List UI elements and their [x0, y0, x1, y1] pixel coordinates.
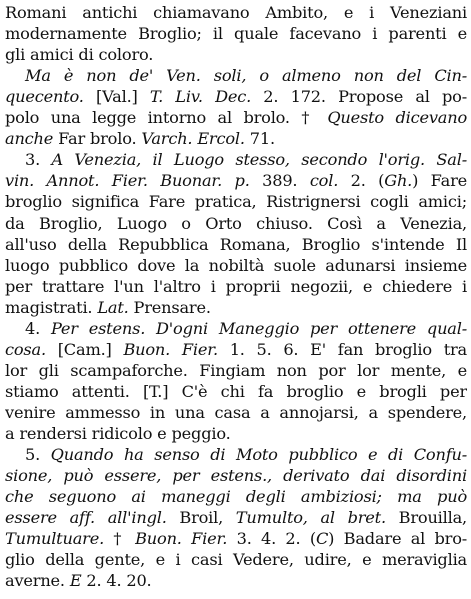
text-segment: 3.	[25, 150, 52, 169]
text-line	[5, 507, 467, 529]
text-segment: polo una legge intorno al brolo. †	[5, 108, 328, 127]
text-segment: modernamente Broglio; il quale facevano i parenti e	[5, 24, 467, 43]
text-line	[5, 86, 467, 108]
text-segment: gli amici di coloro.	[5, 45, 154, 64]
italic-segment: anche	[5, 129, 54, 148]
text-segment: magistrati.	[5, 298, 98, 317]
text-line	[5, 2, 467, 24]
text-segment: da Broglio, Luogo o Orto chiuso. Così a Venezia,	[5, 214, 467, 233]
italic-segment: Buon. Fier.	[135, 529, 228, 548]
italic-segment: cosa.	[5, 340, 46, 359]
text-segment: 71.	[244, 129, 275, 148]
italic-segment: T. Liv. Dec.	[149, 87, 252, 106]
text-segment: Prensare.	[128, 298, 211, 317]
italic-segment: sione, può essere, per estens., derivato dai disordini	[5, 466, 467, 485]
text-segment: Broil,	[166, 508, 236, 527]
text-line	[5, 128, 467, 150]
text-line	[5, 486, 467, 508]
text-segment: ) Badare al bro-	[328, 529, 467, 548]
text-segment: luogo pubblico dove la nobiltà suole adunarsi insieme	[5, 256, 467, 275]
text-line	[5, 549, 467, 571]
text-line	[5, 276, 467, 298]
dictionary-page-text	[5, 2, 467, 597]
text-line	[5, 149, 467, 171]
text-line	[5, 213, 467, 235]
italic-segment: Ma è non de' Ven. soli, o almeno non del Cin-	[25, 66, 467, 85]
italic-segment: Varch. Ercol.	[141, 129, 245, 148]
italic-segment: C	[315, 529, 329, 548]
text-segment: Far brolo.	[53, 129, 142, 148]
text-line	[5, 570, 467, 592]
text-line	[5, 423, 467, 445]
italic-segment: A Venezia, il Luogo stesso, secondo l'orig. Sal-	[51, 150, 467, 169]
italic-segment: col.	[309, 171, 339, 190]
text-line	[5, 170, 467, 192]
text-line	[5, 318, 467, 340]
text-segment: glio della gente, e i casi Vedere, udire, e meraviglia	[5, 550, 467, 569]
text-segment: broglio significa Fare pratica, Ristrignersi cogli amici;	[5, 192, 467, 211]
text-line	[5, 65, 467, 87]
text-segment: 3. 4. 2. (	[227, 529, 316, 548]
italic-segment: che seguono ai maneggi degli ambiziosi; ma può	[5, 487, 467, 506]
text-segment: ) Fare	[412, 171, 467, 190]
text-segment: venire ammesso in una casa a annojarsi, a spendere,	[5, 403, 467, 422]
text-segment: a rendersi ridicolo e peggio.	[5, 424, 231, 443]
text-segment: per trattare l'un l'altro i proprii negozii, e chiedere i	[5, 277, 467, 296]
text-segment: 5.	[25, 445, 51, 464]
text-segment: †	[104, 529, 136, 548]
text-line	[5, 255, 467, 277]
text-segment: Brouilla,	[385, 508, 467, 527]
text-line	[5, 402, 467, 424]
text-line	[5, 465, 467, 487]
text-line	[5, 297, 467, 319]
text-segment: 2. 4. 20.	[81, 571, 152, 590]
text-segment: 1. 5. 6. E' fan broglio tra	[217, 340, 467, 359]
text-segment: 2. (	[338, 171, 385, 190]
italic-segment: Gh.	[384, 171, 413, 190]
text-segment: Romani antichi chiamavano Ambito, e i Veneziani	[5, 3, 467, 22]
italic-segment: Questo dicevano	[327, 108, 467, 127]
text-segment: 4.	[25, 319, 51, 338]
text-line	[5, 528, 467, 550]
text-line	[5, 107, 467, 129]
text-line	[5, 44, 467, 66]
italic-segment: quecento.	[5, 87, 84, 106]
text-segment: [Val.]	[83, 87, 150, 106]
italic-segment: Tumulto, al bret.	[235, 508, 386, 527]
text-segment: averne.	[5, 571, 70, 590]
italic-segment: Buon. Fier.	[123, 340, 218, 359]
italic-segment: vin. Annot. Fier. Buonar. p.	[5, 171, 250, 190]
text-line	[5, 381, 467, 403]
italic-segment: Per estens. D'ogni Maneggio per ottenere qual-	[50, 319, 467, 338]
text-line	[5, 23, 467, 45]
text-segment: all'uso della Repubblica Romana, Broglio s'intende Il	[5, 235, 467, 254]
italic-segment: Tumultuare.	[5, 529, 105, 548]
italic-segment: Quando ha senso di Moto pubblico e di Confu-	[50, 445, 467, 464]
text-line	[5, 360, 467, 382]
text-segment: lor gli scampaforche. Fingiam non por lor mente, e	[5, 361, 467, 380]
italic-segment: Lat.	[97, 298, 129, 317]
text-segment: 389.	[249, 171, 310, 190]
text-line	[5, 234, 467, 256]
text-line	[5, 444, 467, 466]
italic-segment: E	[69, 571, 82, 590]
text-line	[5, 339, 467, 361]
text-line	[5, 191, 467, 213]
text-segment: stiamo attenti. [T.] C'è chi fa broglio e brogli per	[5, 382, 467, 401]
text-segment: [Cam.]	[45, 340, 124, 359]
text-segment: 2. 172. Propose al po-	[251, 87, 467, 106]
italic-segment: essere aff. all'ingl.	[5, 508, 167, 527]
